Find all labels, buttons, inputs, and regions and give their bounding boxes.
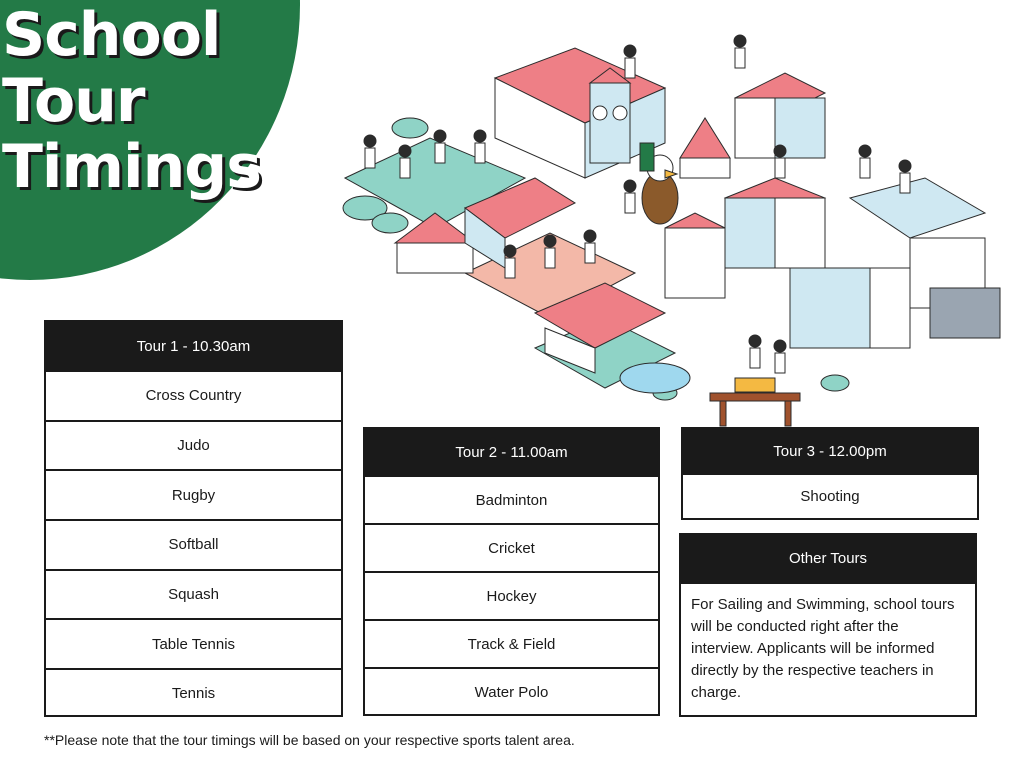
tour-2-heading: Tour 2 - 11.00am bbox=[365, 429, 658, 475]
title-line: Tour bbox=[2, 66, 145, 136]
tour-2-item: Water Polo bbox=[365, 667, 658, 715]
tour-2-item: Hockey bbox=[365, 571, 658, 619]
tour-1-item: Softball bbox=[46, 519, 341, 569]
tour-1-item: Table Tennis bbox=[46, 618, 341, 668]
tour-1-item: Judo bbox=[46, 420, 341, 470]
footnote: **Please note that the tour timings will be based on your respective sports talent area. bbox=[44, 732, 575, 748]
tour-1-item: Squash bbox=[46, 569, 341, 619]
tour-1-table bbox=[44, 320, 343, 717]
tour-3-table bbox=[681, 427, 979, 520]
title-line: Timings bbox=[2, 132, 261, 202]
tour-1-item: Cross Country bbox=[46, 370, 341, 420]
tour-3-heading: Tour 3 - 12.00pm bbox=[683, 429, 977, 473]
tour-3-item: Shooting bbox=[683, 473, 977, 518]
other-tours-heading: Other Tours bbox=[681, 535, 975, 582]
tour-2-item: Track & Field bbox=[365, 619, 658, 667]
page-title bbox=[2, 2, 261, 200]
title-line: School bbox=[2, 0, 221, 70]
tour-2-item: Badminton bbox=[365, 475, 658, 523]
tour-1-heading: Tour 1 - 10.30am bbox=[46, 322, 341, 370]
tour-1-item: Rugby bbox=[46, 469, 341, 519]
other-tours-table bbox=[679, 533, 977, 717]
tour-1-item: Tennis bbox=[46, 668, 341, 718]
other-tours-text: For Sailing and Swimming, school tours will be conducted right after the interview. Applicants will be informed directly by the respective teachers in charge. bbox=[681, 582, 975, 704]
tour-2-item: Cricket bbox=[365, 523, 658, 571]
tour-2-table bbox=[363, 427, 660, 716]
campus-illustration bbox=[335, 28, 1024, 448]
